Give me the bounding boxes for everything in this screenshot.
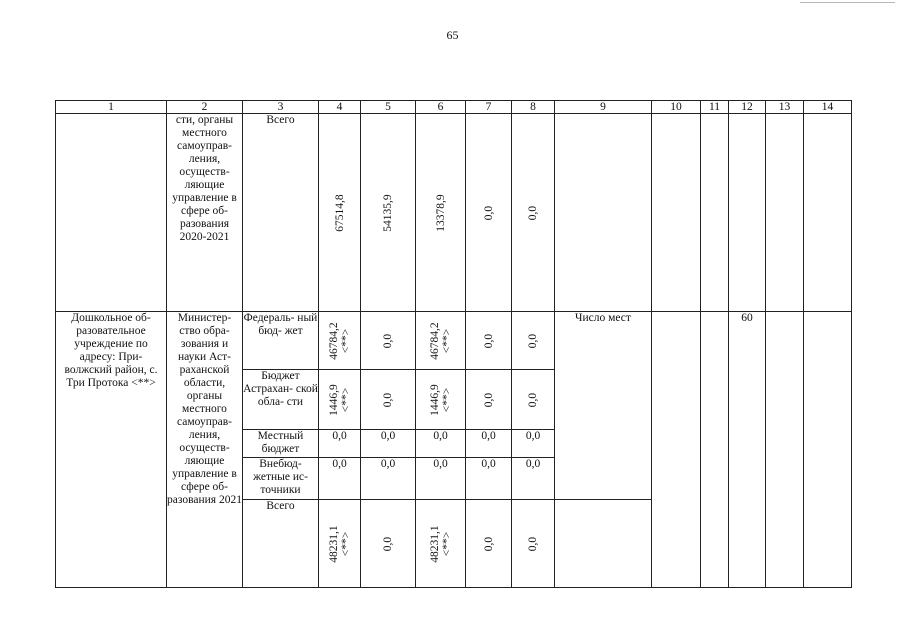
value-cell: 0,0 bbox=[319, 458, 361, 500]
funding-source-cell: Федераль- ный бюд- жет bbox=[243, 312, 319, 370]
funding-source-cell: Местный бюджет bbox=[243, 430, 319, 458]
col-header: 9 bbox=[555, 101, 652, 114]
col-header: 6 bbox=[416, 101, 466, 114]
value-cell: 0,0 bbox=[319, 430, 361, 458]
col-header: 3 bbox=[243, 101, 319, 114]
col-header: 11 bbox=[701, 101, 729, 114]
value-cell: 0,0 bbox=[512, 458, 555, 500]
value-cell: 0,0 bbox=[361, 458, 416, 500]
table-row bbox=[56, 114, 852, 312]
col-header: 10 bbox=[652, 101, 701, 114]
value-cell: 48231,1 <**> bbox=[319, 500, 361, 588]
empty-cell bbox=[766, 312, 804, 588]
value-cell: 0,0 bbox=[416, 458, 466, 500]
empty-cell bbox=[804, 312, 852, 588]
value-cell: 48231,1 <**> bbox=[416, 500, 466, 588]
funding-source-cell: Бюджет Астрахан- ской обла- сти bbox=[243, 370, 319, 430]
value-cell: 0,0 bbox=[512, 312, 555, 370]
page-number: 65 bbox=[446, 28, 459, 42]
empty-cell bbox=[701, 312, 729, 588]
col-header: 12 bbox=[729, 101, 766, 114]
value-cell: 0,0 bbox=[466, 430, 512, 458]
value-cell: 0,0 bbox=[466, 312, 512, 370]
funding-source-cell: Внебюд- жетные ис- точники bbox=[243, 458, 319, 500]
value-cell: 0,0 bbox=[361, 500, 416, 588]
col-header: 4 bbox=[319, 101, 361, 114]
value-cell: 0,0 bbox=[361, 312, 416, 370]
empty-cell bbox=[652, 114, 701, 312]
value-cell: 0,0 bbox=[512, 370, 555, 430]
empty-cell bbox=[729, 114, 766, 312]
empty-cell bbox=[555, 500, 652, 588]
value-cell: 0,0 bbox=[416, 430, 466, 458]
organization-cell: Министер- ство обра- зования и науки Аст- раханской области, органы местного самоуправ- ления, осуществ- ляющие управление в сфере об- разования 2021 bbox=[167, 312, 243, 588]
value-cell: 54135,9 bbox=[361, 114, 416, 312]
budget-table bbox=[55, 100, 852, 588]
value-cell: 1446,9 <**> bbox=[416, 370, 466, 430]
value-cell: 0,0 bbox=[512, 500, 555, 588]
value-cell: 0,0 bbox=[466, 458, 512, 500]
funding-source-cell: Всего bbox=[243, 500, 319, 588]
col-header: 1 bbox=[56, 101, 167, 114]
col-header: 14 bbox=[804, 101, 852, 114]
indicator-cell: Число мест bbox=[555, 312, 652, 500]
value-cell: 0,0 bbox=[361, 430, 416, 458]
object-name-cell: Дошкольное об- разовательное учреждение по адресу: При- волжский район, с. Три Протока <**> bbox=[56, 312, 167, 588]
value-cell: 1446,9 <**> bbox=[319, 370, 361, 430]
value-cell: 13378,9 bbox=[416, 114, 466, 312]
empty-cell bbox=[555, 114, 652, 312]
col-header: 13 bbox=[766, 101, 804, 114]
funding-source-cell: Всего bbox=[243, 114, 319, 312]
value-cell: 46784,2 <**> bbox=[319, 312, 361, 370]
organization-cell: сти, органы местного самоуправ- ления, осуществ- ляющие управление в сфере об- разования 2020-2021 bbox=[167, 114, 243, 312]
empty-cell bbox=[652, 312, 701, 588]
col-header: 7 bbox=[466, 101, 512, 114]
empty-cell bbox=[701, 114, 729, 312]
table-row bbox=[56, 312, 852, 370]
value-cell: 46784,2 <**> bbox=[416, 312, 466, 370]
column-numbers-row bbox=[56, 101, 852, 114]
col-header: 2 bbox=[167, 101, 243, 114]
value-cell: 0,0 bbox=[466, 500, 512, 588]
empty-cell bbox=[804, 114, 852, 312]
col-header: 5 bbox=[361, 101, 416, 114]
scan-edge-mark bbox=[800, 2, 895, 3]
value-cell: 0,0 bbox=[361, 370, 416, 430]
value-cell: 0,0 bbox=[512, 430, 555, 458]
empty-cell bbox=[766, 114, 804, 312]
value-cell: 0,0 bbox=[466, 370, 512, 430]
value-cell: 67514,8 bbox=[319, 114, 361, 312]
value-cell: 0,0 bbox=[512, 114, 555, 312]
value-cell: 0,0 bbox=[466, 114, 512, 312]
col-header: 8 bbox=[512, 101, 555, 114]
indicator-value-cell: 60 bbox=[729, 312, 766, 588]
empty-cell bbox=[56, 114, 167, 312]
